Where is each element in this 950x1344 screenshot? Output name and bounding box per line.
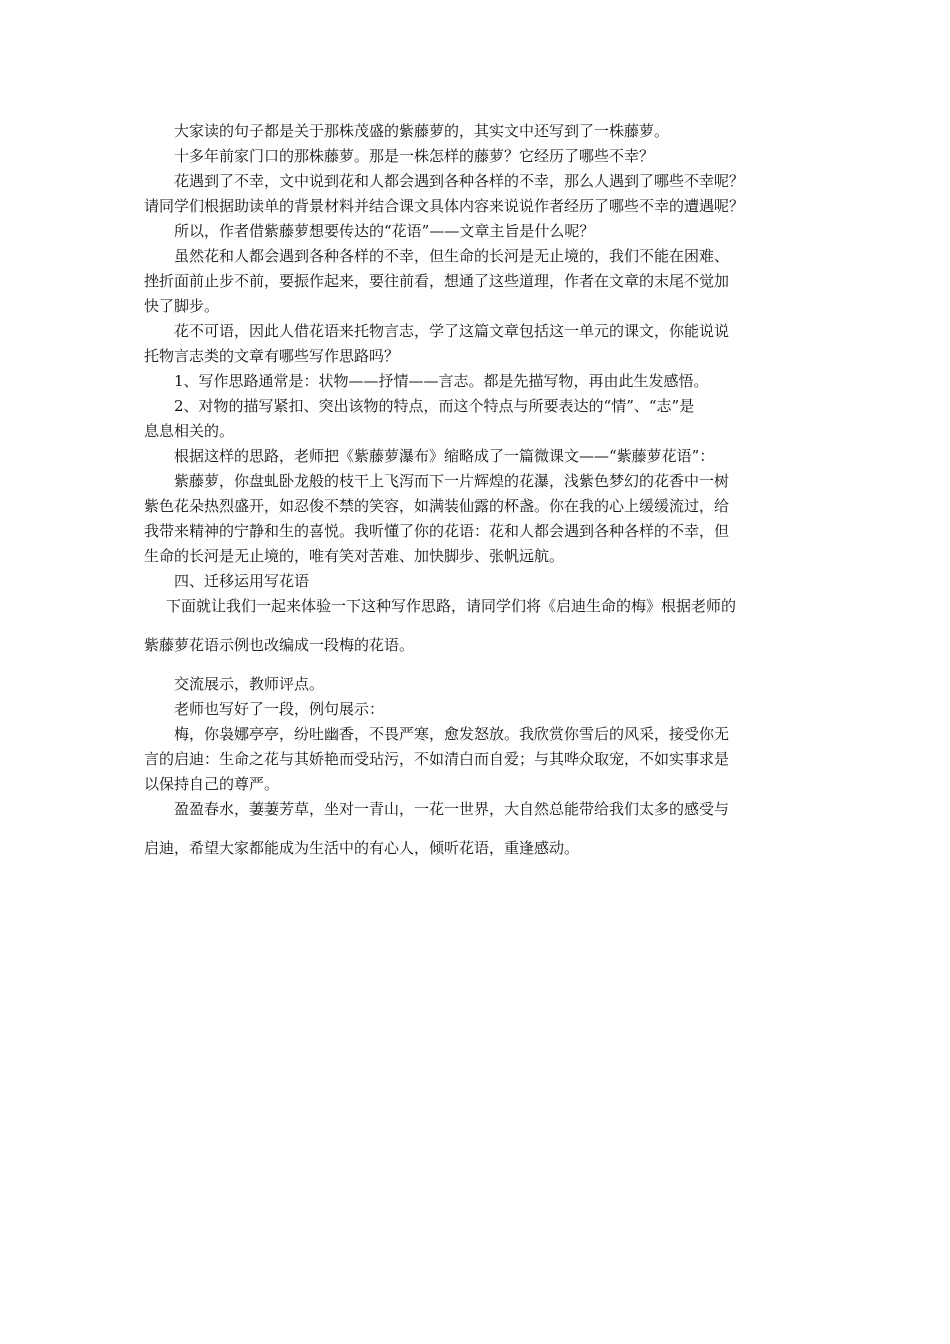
paragraph-line: 1、写作思路通常是：状物——抒情——言志。都是先描写物，再由此生发感悟。: [174, 372, 709, 390]
paragraph-line: 言的启迪：生命之花与其娇艳而受玷污，不如清白而自爱；与其哗众取宠，不如实事求是: [144, 750, 730, 768]
paragraph-line: 虽然花和人都会遇到各种各样的不幸，但生命的长河是无止境的，我们不能在困难、: [174, 247, 730, 265]
paragraph-line: 所以，作者借紫藤萝想要传达的“花语”——文章主旨是什么呢？: [174, 222, 595, 240]
paragraph-line: 2、对物的描写紧扣、突出该物的特点，而这个特点与所要表达的“情”、“志”是: [174, 397, 695, 415]
section-heading: 四、迁移运用写花语: [174, 572, 310, 590]
paragraph-line: 下面就让我们一起来体验一下这种写作思路，请同学们将《启迪生命的梅》根据老师的: [166, 597, 737, 615]
paragraph-line: 紫藤萝，你盘虬卧龙般的枝干上飞泻而下一片辉煌的花瀑，浅紫色梦幻的花香中一树: [174, 472, 730, 490]
paragraph-line: 盈盈春水，萋萋芳草，坐对一青山，一花一世界，大自然总能带给我们太多的感受与: [174, 800, 730, 818]
paragraph-line: 快了脚步。: [144, 297, 220, 315]
paragraph-line: 老师也写好了一段，例句展示：: [174, 700, 385, 718]
paragraph-line: 交流展示，教师评点。: [174, 675, 325, 693]
paragraph-line: 十多年前家门口的那株藤萝。那是一株怎样的藤萝？它经历了哪些不幸？: [174, 147, 655, 165]
paragraph-line: 花遇到了不幸，文中说到花和人都会遇到各种各样的不幸，那么人遇到了哪些不幸呢？: [174, 172, 745, 190]
document-body: [144, 119, 808, 861]
paragraph-line: 根据这样的思路，老师把《紫藤萝瀑布》缩略成了一篇微课文——“紫藤萝花语”：: [174, 447, 715, 465]
paragraph-line: 花不可语，因此人借花语来托物言志，学了这篇文章包括这一单元的课文，你能说说: [174, 322, 730, 340]
paragraph-line: 大家读的句子都是关于那株茂盛的紫藤萝的，其实文中还写到了一株藤萝。: [174, 122, 670, 140]
paragraph-line: 紫藤萝花语示例也改编成一段梅的花语。: [144, 636, 415, 654]
paragraph-line: 托物言志类的文章有哪些写作思路吗？: [144, 347, 400, 365]
paragraph-line: 息息相关的。: [144, 422, 235, 440]
paragraph-line: 以保持自己的尊严。: [144, 775, 280, 793]
paragraph-line: 启迪，希望大家都能成为生活中的有心人，倾听花语，重逢感动。: [144, 839, 580, 857]
paragraph-line: 挫折面前止步不前，要振作起来，要往前看，想通了这些道理，作者在文章的末尾不觉加: [144, 272, 730, 290]
paragraph-line: 生命的长河是无止境的，唯有笑对苦难、加快脚步、张帆远航。: [144, 547, 565, 565]
paragraph-line: 紫色花朵热烈盛开，如忍俊不禁的笑容，如满装仙露的杯盏。你在我的心上缓缓流过，给: [144, 497, 730, 515]
paragraph-line: 请同学们根据助读单的背景材料并结合课文具体内容来说说作者经历了哪些不幸的遭遇呢？: [144, 197, 745, 215]
paragraph-line: 梅，你袅娜亭亭，纷吐幽香，不畏严寒，愈发怒放。我欣赏你雪后的风采，接受你无: [174, 725, 730, 743]
paragraph-line: 我带来精神的宁静和生的喜悦。我听懂了你的花语：花和人都会遇到各种各样的不幸，但: [144, 522, 730, 540]
